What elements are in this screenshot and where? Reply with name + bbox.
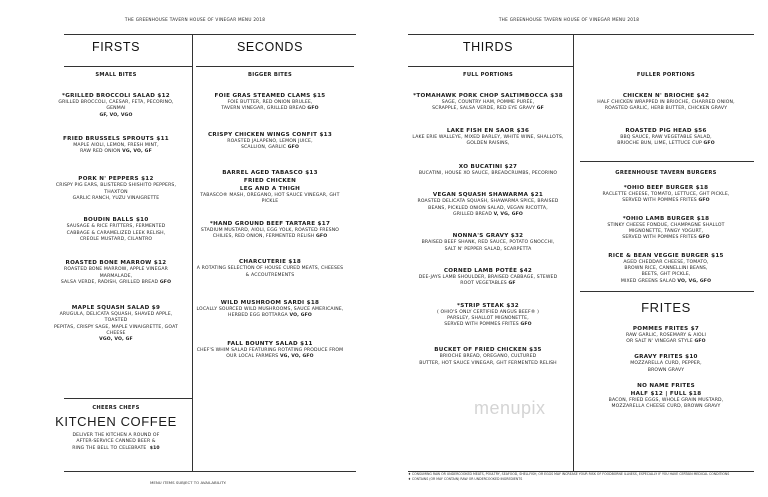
section-subtitle: BIGGER BITES <box>247 72 293 78</box>
menu-item: *HAND GROUND BEEF TARTARE $17 STADIUM MUSTARD, AIOLI, EGG YOLK, ROASTED FRESNO CHILIES, RED ONION, FERMENTED RELISH GFO <box>200 220 340 240</box>
availability-note: MENU ITEMS SUBJECT TO AVAILABILITY. <box>150 479 227 485</box>
menu-item: CRISPY CHICKEN WINGS CONFIT $13 ROASTED JALAPENO, LEMON JUICE, SCALLION, GARLIC GFO <box>207 131 333 150</box>
menu-item: FRIED BRUSSELS SPROUTS $11 MAPLE AIOLI, LEMON, FRESH MINT, RAW RED ONION VG, VO, GF <box>63 135 169 155</box>
menu-item: WILD MUSHROOM SARDI $18 LOCALLY SOURCED WILD MUSHROOMS, SAUCE AMERICAINE, HERBED EGG BOTTARGA VO, GFO <box>196 299 344 319</box>
consumer-advisory: ♦ CONSUMING RAW OR UNDERCOOKED MEATS, POULTRY, SEAFOOD, SHELLFISH, OR EGGS MAY INCREASE YOUR RISK OF FOODBORNE ILLNESS, ESPECIALLY IF YOU HAVE CERTAIN MEDICAL CONDITIONS ♦ CONTAINS (OR MAY CONTAIN) RAW OR UNDERCOOKED INGREDIENTS <box>408 472 730 481</box>
menu-item: POMMES FRITES $7 RAW GARLIC, ROSEMARY & AIOLI OR SALT N' VINEGAR STYLE GFO <box>625 325 706 345</box>
section-subtitle: GREENHOUSE TAVERN BURGERS <box>615 170 717 177</box>
menu-item: CORNED LAMB POTÉE $42 DEE-JAYS LAMB SHOULDER, BRAISED CABBAGE, STEWED ROOT VEGETABLES GF <box>418 267 558 287</box>
thirds-column <box>408 27 568 381</box>
menu-item: *GRILLED BROCCOLI SALAD $12 GRILLED BROCCOLI, CAESAR, FETA, PECORINO, GENMAI GF, VO, VGO <box>58 93 174 118</box>
menu-item: FALL BOUNTY SALAD $11 CHEF'S WHIM SALAD FEATURING ROTATING PRODUCE FROM OUR LOCAL FARMERS VG, VO, GFO <box>196 340 344 359</box>
menu-item: NO NAME FRITES HALF $12 | FULL $18 BACON, FRIED EGGS, WHOLE GRAIN MUSTARD, MOZZARELLA CHEESE CURD, BROWN GRAVY <box>608 383 724 410</box>
menu-item: BARREL AGED TABASCO $13 FRIED CHICKEN LEG AND A THIGH TABASCO® MASH, OREGANO, HOT SAUCE VINEGAR, GHT PICKLE <box>200 170 340 205</box>
menu-item: MAPLE SQUASH SALAD $9 ARUGULA, DELICATA SQUASH, SHAVED APPLE, TOASTED PEPITAS, CRISPY SAGE, MAPLE VINAIGRETTE, GOAT CHEESE VGO, VO, GF <box>54 305 178 343</box>
divider <box>580 161 754 162</box>
section-title: FIRSTS <box>91 40 141 54</box>
menu-item: BOUDIN BALLS $10 SAUSAGE & RICE FRITTERS, FERMENTED CABBAGE & CARAMELIZED LEEK RELISH, CREOLE MUSTARD, CILANTRO <box>66 217 166 242</box>
firsts-column <box>50 27 182 358</box>
menu-item: *TOMAHAWK PORK CHOP SALTIMBOCCA $38 SAGE, COUNTRY HAM, POMME PURÉE, SCRAPPLE, SALSA VERDE, RED EYE GRAVY GF <box>413 93 563 112</box>
divider <box>64 471 356 472</box>
section-subtitle: FULLER PORTIONS <box>636 72 696 78</box>
kitchen-coffee-title: KITCHEN COFFEE <box>55 414 177 429</box>
divider <box>580 291 754 292</box>
divider <box>196 66 354 67</box>
divider <box>192 34 193 471</box>
divider <box>64 66 192 67</box>
cheers-label: CHEERS CHEFS <box>92 405 140 411</box>
menu-header: THE GREENHOUSE TAVERN HOUSE OF VINEGAR MENU 2018 <box>498 17 640 22</box>
menu-header: THE GREENHOUSE TAVERN HOUSE OF VINEGAR MENU 2018 <box>124 17 266 22</box>
menu-item: *STRIP STEAK $32 ( OHIO'S ONLY CERTIFIED ANGUS BEEF® ) PARSLEY, SHALLOT MIGNONETTE, SERVED WITH POMMES FRITES GFO <box>436 302 540 328</box>
fuller-column <box>580 27 752 411</box>
menu-item: CHICKEN N' BRIOCHE $42 HALF CHICKEN WRAPPED IN BRIOCHE, CHARRED ONION, ROASTED GARLIC, HERB BUTTER, CHICKEN GRAVY <box>597 93 735 112</box>
divider <box>64 398 192 399</box>
menu-item: VEGAN SQUASH SHAWARMA $21 ROASTED DELICATA SQUASH, SHAWARMA SPICE, BRAISED BEANS, PICKLED ONION SALAD, VEGAN RICOTTA, GRILLED BREAD V, VG, GFO <box>417 192 559 218</box>
kitchen-coffee-box: CHEERS CHEFS KITCHEN COFFEE DELIVER THE KITCHEN A ROUND OF AFTER-SERVICE CANNED BEER & RING THE BELL TO CELEBRATE $10 <box>50 404 182 452</box>
menu-item: *OHIO LAMB BURGER $18 STINKY CHEESE FONDUE, CHAMPAGNE SHALLOT MIGNONETTE, TANGY YOGURT, SERVED WITH POMMES FRITES GFO <box>607 215 725 241</box>
menu-item: GRAVY FRITES $10 MOZZARELLA CURD, PEPPER, BROWN GRAVY <box>630 354 702 373</box>
divider <box>408 66 573 67</box>
section-subtitle: FULL PORTIONS <box>462 72 513 78</box>
menu-item: LAKE FISH EN SAOR $36 LAKE ERIE WALLEYE, MIXED BARLEY, WHITE WINE, SHALLOTS, GOLDEN RAISINS, <box>412 127 564 146</box>
menu-page-right <box>390 0 768 497</box>
menu-item: *OHIO BEEF BURGER $18 RACLETTE CHEESE, TOMATO, LETTUCE, GHT PICKLE, SERVED WITH POMMES FRITES GFO <box>602 185 730 204</box>
section-title: SECONDS <box>236 40 304 54</box>
menu-item: FOIE GRAS STEAMED CLAMS $15 FOIE BUTTER, RED ONION BRULEE, TAVERN VINEGAR, GRILLED BREAD GFO <box>214 93 326 112</box>
menu-item: NONNA'S GRAVY $32 BRAISED BEEF SHANK, RED SAUCE, POTATO GNOCCHI, SALT N' PEPPER SALAD, SCARPETTA <box>421 233 555 252</box>
menupix-watermark: menupix <box>474 398 546 418</box>
menu-item: PORK N' PEPPERS $12 CRISPY PIG EARS, BLISTERED SHISHITO PEPPERS, THAXTON GARLIC RANCH, YUZU VINAIGRETTE <box>55 176 177 202</box>
menu-item: ROASTED BONE MARROW $12 ROASTED BONE MARROW, APPLE VINEGAR MARMALADE, SALSA VERDE, RADISH, GRILLED BREAD GFO <box>60 260 172 285</box>
menu-item: CHARCUTERIE $18 A ROTATING SELECTION OF HOUSE CURED MEATS, CHEESES & ACCOUTREMENTS <box>196 259 344 278</box>
seconds-column <box>196 27 344 374</box>
section-title: THIRDS <box>462 40 514 54</box>
menu-item: ROASTED PIG HEAD $56 BBQ SAUCE, RAW VEGETABLE SALAD, BRIOCHE BUN, LIME, LETTUCE CUP GFO <box>617 127 715 146</box>
menu-item: XO BUCATINI $27 BUCATINI, HOUSE XO SAUCE, BREADCRUMBS, PECORINO <box>418 164 558 177</box>
menu-item: BUCKET OF FRIED CHICKEN $35 BRIOCHE BREAD, OREGANO, CULTURED BUTTER, HOT SAUCE VINEGAR, GHT FERMENTED RELISH <box>419 347 557 366</box>
divider <box>573 34 574 471</box>
menu-item: RICE & BEAN VEGGIE BURGER $15 AGED CHEDDAR CHEESE, TOMATO, BROWN RICE, CANNELLINI BEANS, BEETS, GHT PICKLE, MIXED GREENS SALAD VO, VG, GFO <box>608 252 724 284</box>
section-subtitle: SMALL BITES <box>95 72 137 78</box>
section-title: FRITES <box>641 299 691 315</box>
